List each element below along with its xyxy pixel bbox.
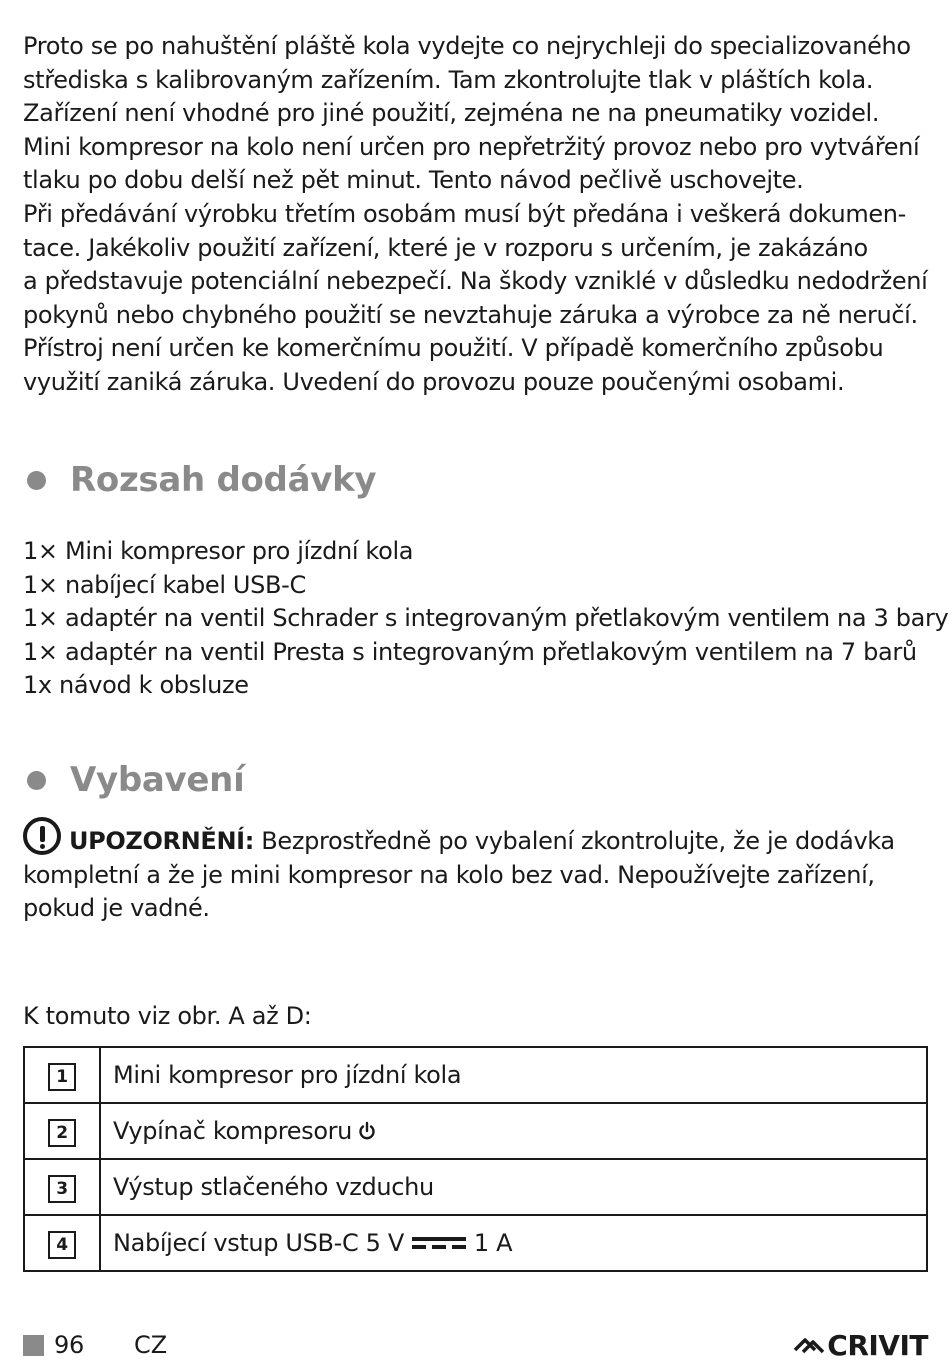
- list-item: 1× adaptér na ventil Schrader s integrovaným přetlakovým ventilem na 3 bary: [23, 604, 949, 633]
- part-description-text: Vypínač kompresoru: [113, 1117, 353, 1145]
- part-number-cell: [24, 1159, 100, 1215]
- section-heading-equipment: [23, 760, 244, 800]
- brand-name: CRIVIT: [827, 1328, 928, 1362]
- section-heading-label: Rozsah dodávky: [70, 460, 377, 500]
- part-number: 1: [48, 1063, 76, 1091]
- delivery-list: [23, 535, 948, 703]
- bullet-icon: [27, 771, 46, 790]
- part-number: 4: [48, 1231, 76, 1259]
- footer-marker-icon: [23, 1335, 44, 1356]
- part-number-cell: [24, 1103, 100, 1159]
- bullet-icon: [27, 471, 46, 490]
- table-row: [24, 1159, 927, 1215]
- warning-label: UPOZORNĚNÍ:: [69, 827, 255, 855]
- part-description-text: Mini kompresor pro jízdní kola: [113, 1061, 462, 1089]
- direct-current-icon: [412, 1236, 466, 1250]
- warning-line: pokud je vadné.: [23, 894, 210, 923]
- part-number: 2: [48, 1119, 76, 1147]
- language-code: CZ: [133, 1331, 168, 1359]
- list-item: 1× nabíjecí kabel USB-C: [23, 570, 306, 599]
- intro-paragraph: Proto se po nahuštění pláště kola vydejte co nejrychleji do specializovaného střediska s kalibrovaným zařízením. Tam zkontrolujte tlak v pláštích kola. Zařízení není vhodné pro jiné použití, zejména ne na pneumatiky vozidel. Mini kompresor na kolo není určen pro nepřetržitý provoz nebo pro vytváření tlaku po dobu delší než pět minut. Tento návod pečlivě uschovejte. Při předávání výrobku třetím osobám musí být předána i veškerá dokumen- tace. Jakékoliv použití zařízení, které je v rozporu s určením, je zakázáno a představuje potenciální nebezpečí. Na škody vzniklé v důsledku nedodržení pokynů nebo chybného použití se nevztahuje záruka a výrobce za ně neručí. Přístroj není určen ke komerčnímu použití. V případě komerčního způsobu využití zaniká záruka. Uvedení do provozu pouze poučenými osobami.: [23, 32, 928, 396]
- part-description: [100, 1215, 927, 1271]
- section-heading-label: Vybavení: [70, 760, 245, 800]
- warning-note: [23, 817, 928, 926]
- figure-reference: K tomuto viz obr. A až D:: [23, 1002, 312, 1030]
- table-row: [24, 1047, 927, 1103]
- part-description: [100, 1103, 927, 1159]
- part-number: 3: [48, 1175, 76, 1203]
- brand-logo: [793, 1329, 928, 1362]
- part-description-suffix: 1 A: [473, 1229, 513, 1257]
- list-item: 1x návod k obsluze: [23, 671, 249, 700]
- section-heading-delivery: [23, 460, 376, 500]
- part-description: [100, 1159, 927, 1215]
- table-row: [24, 1103, 927, 1159]
- list-item: 1× adaptér na ventil Presta s integrovaným přetlakovým ventilem na 7 barů: [23, 637, 917, 666]
- part-number-cell: [24, 1215, 100, 1271]
- parts-table: [23, 1046, 928, 1272]
- part-description-text: Nabíjecí vstup USB-C 5 V: [113, 1229, 404, 1257]
- part-number-cell: [24, 1047, 100, 1103]
- crivit-logo-icon: [793, 1334, 827, 1356]
- warning-line: kompletní a že je mini kompresor na kolo bez vad. Nepoužívejte zařízení,: [23, 860, 875, 889]
- page-footer: [23, 1328, 928, 1362]
- table-row: [24, 1215, 927, 1271]
- exclamation-circle-icon: [23, 817, 61, 855]
- part-description: [100, 1047, 927, 1103]
- list-item: 1× Mini kompresor pro jízdní kola: [23, 537, 414, 565]
- page: [23, 30, 949, 1257]
- page-number: 96: [54, 1331, 84, 1359]
- warning-text: Bezprostředně po vybalení zkontrolujte, že je dodávka: [254, 827, 895, 855]
- warning-line: [23, 817, 928, 859]
- part-description-text: Výstup stlačeného vzduchu: [113, 1173, 434, 1201]
- power-icon: [358, 1121, 376, 1141]
